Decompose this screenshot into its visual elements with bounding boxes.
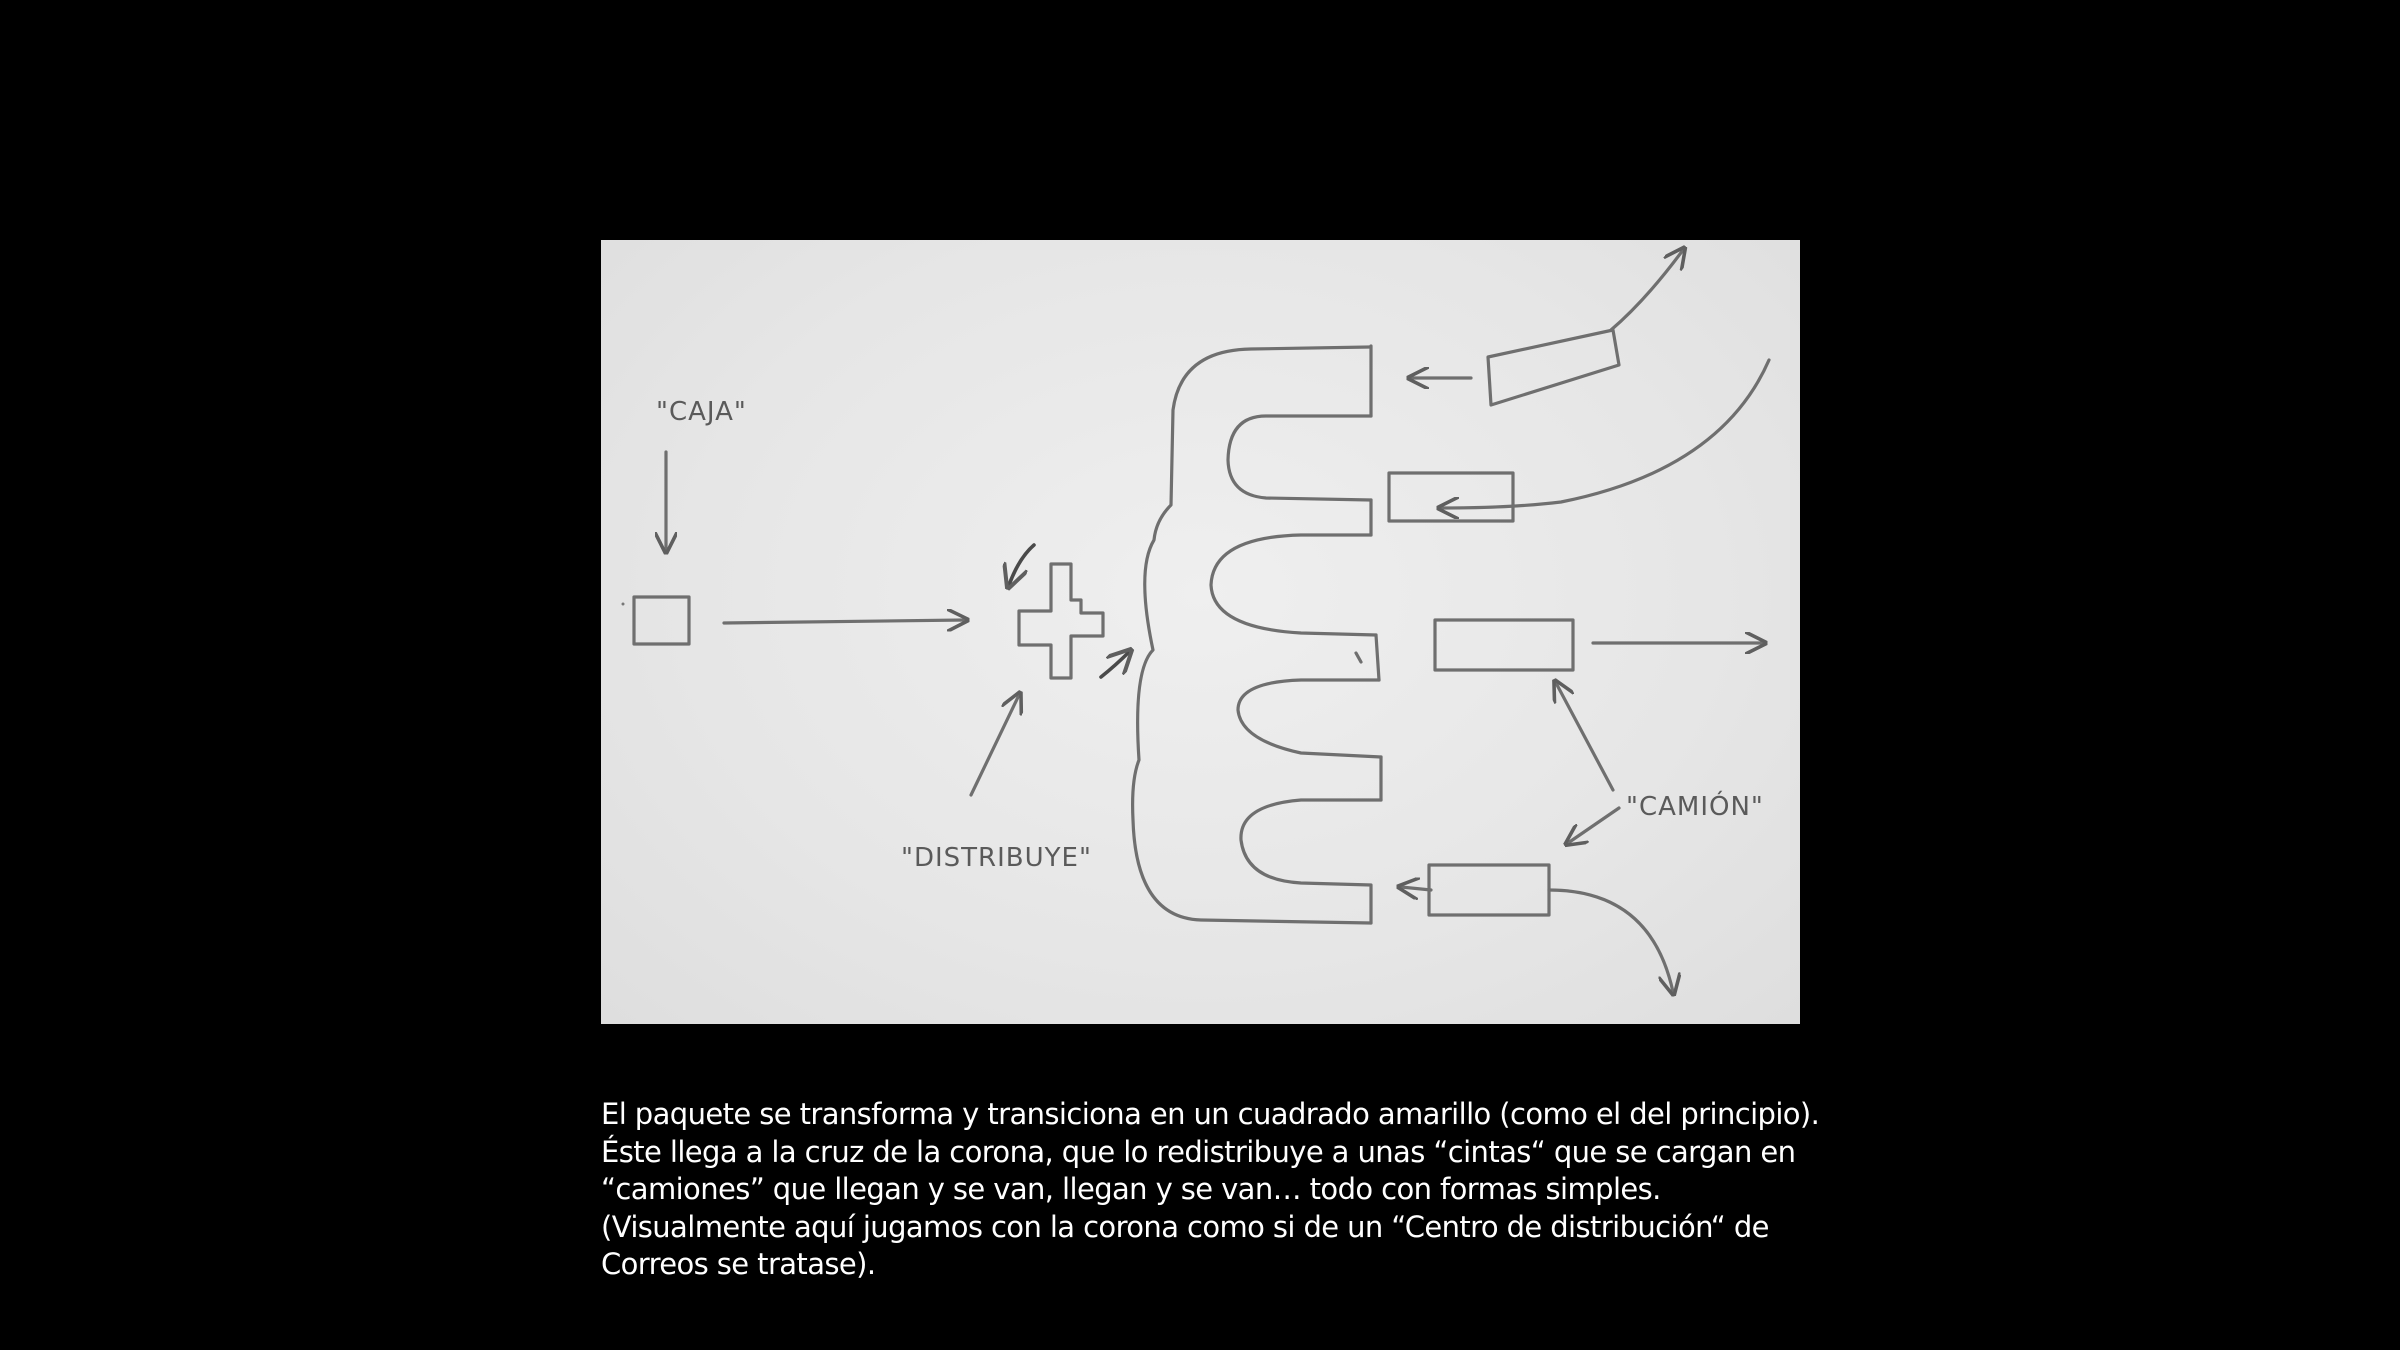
belt-2-inner — [1211, 535, 1376, 635]
pencil-dot — [622, 603, 625, 606]
arrow-camion-to-truck-4 — [1568, 808, 1619, 843]
arrow-distribuye-up — [971, 695, 1019, 795]
belt-4-inner — [1241, 800, 1381, 923]
rotate-arrow-top — [1009, 545, 1034, 585]
caption-line: (Visualmente aquí jugamos con la corona como si de un “Centro de distribución“ de — [601, 1209, 1769, 1244]
truck-4 — [1429, 865, 1549, 915]
truck-1 — [1488, 330, 1619, 405]
label-distribuye: "DISTRIBUYE" — [901, 843, 1092, 873]
belt-3-mark — [1356, 653, 1361, 662]
truck-3 — [1435, 620, 1573, 670]
sketch-drawing — [601, 240, 1800, 1024]
cross-shape — [1019, 564, 1103, 678]
arrow-camion-to-truck-3 — [1556, 683, 1613, 790]
truck-2 — [1389, 473, 1513, 521]
belt-3-end — [1376, 635, 1379, 680]
arrow-truck-1-away — [1611, 250, 1683, 330]
arrow-box-to-cross — [724, 620, 965, 623]
caption-line: Éste llega a la cruz de la corona, que lo redistribuye a unas “cintas“ que se cargan en — [601, 1134, 1796, 1169]
arrow-truck-4-away — [1549, 890, 1673, 992]
label-camion: "CAMIÓN" — [1626, 792, 1764, 822]
caption-text — [601, 1096, 1851, 1284]
belt-3-inner — [1238, 680, 1381, 757]
belt-1-inner — [1228, 416, 1371, 500]
sketch-photo — [601, 240, 1800, 1024]
caption-line: “camiones” que llegan y se van, llegan y se van… todo con formas simples. — [601, 1172, 1661, 1206]
arrow-truck-4-to-belt — [1401, 887, 1431, 890]
caption-line: El paquete se transforma y transiciona en un cuadrado amarillo (como el del principio). — [601, 1097, 1820, 1131]
rotate-arrow-bottom — [1101, 652, 1129, 677]
label-caja: "CAJA" — [656, 397, 747, 427]
caption-line: Correos se tratase). — [601, 1247, 876, 1281]
caja-box — [634, 597, 689, 644]
